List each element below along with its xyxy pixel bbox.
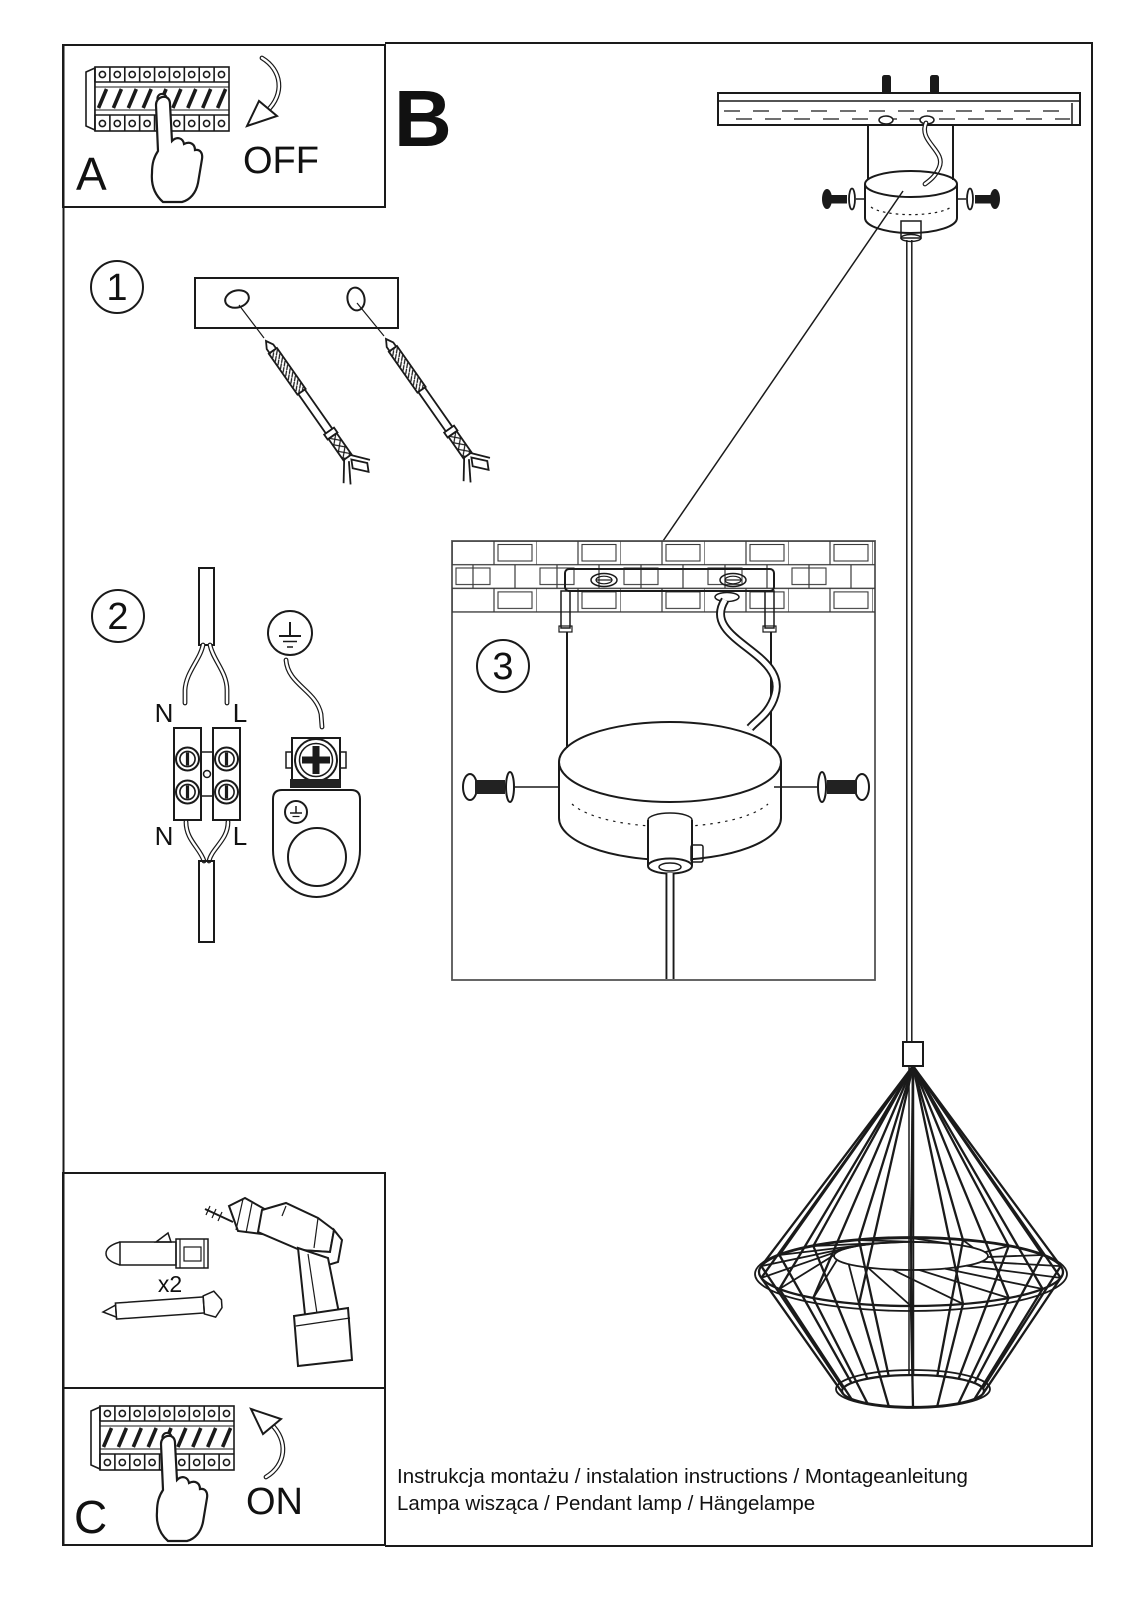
lamp-cable [199,861,214,942]
ground-screw-icon [285,801,307,823]
wall-plug-screw-icon [371,329,495,485]
ceiling-texture [452,541,875,612]
canopy-screw-icon [956,189,1000,210]
ground-symbol-icon [268,611,312,655]
curved-arrow-down-icon [247,58,279,126]
drill-icon [205,1198,352,1366]
wire-label-l-bottom: L [232,821,248,851]
terminal-screw-icon [176,748,199,771]
terminal-block [174,728,240,820]
lamp-shade-cage [755,1042,1067,1408]
terminal-screw-icon [215,748,238,771]
ground-terminal [273,738,360,897]
wall-plug-screw-icon [251,331,375,487]
power-off-panel [76,58,319,202]
step3-number: 3 [492,646,514,688]
mounting-bolt-icon [930,75,939,94]
off-label: OFF [243,140,319,182]
callout-leader-line [663,191,903,541]
on-label: ON [246,1481,303,1523]
terminal-screw-icon [176,781,199,804]
power-on-panel [74,1406,303,1543]
step3-closeup-diagram [452,541,875,980]
canopy [865,171,957,242]
mains-cable [199,568,214,645]
footer-text [397,1465,968,1515]
tools-panel [102,1198,352,1366]
footer-line1: Instrukcja montażu / instalation instructions / Montageanleitung [397,1465,968,1488]
footer-line2: Lampa wisząca / Pendant lamp / Hängelampe [397,1492,816,1515]
wire-label-n-top: N [154,698,174,728]
wire-label-n-bottom: N [154,821,174,851]
panel-a-label: A [76,148,107,200]
panel-c-label: C [74,1491,108,1543]
section-b-label: B [394,74,452,163]
terminal-screw-icon [215,781,238,804]
ceiling-mount-diagram [663,75,1080,541]
step2-wiring-diagram [92,568,360,942]
wire-label-l-top: L [232,698,248,728]
anchor-count-label: x2 [157,1271,183,1297]
step1-number: 1 [106,267,128,309]
cord-fitting [903,1042,923,1066]
step2-number: 2 [107,596,129,638]
curved-arrow-up-icon [251,1409,283,1477]
mounting-bolt-icon [882,75,891,94]
step1-anchors-diagram [91,261,495,487]
wall-plug-icon [106,1233,208,1268]
canopy-screw-icon [822,189,866,210]
pendant-cord [907,240,912,1042]
